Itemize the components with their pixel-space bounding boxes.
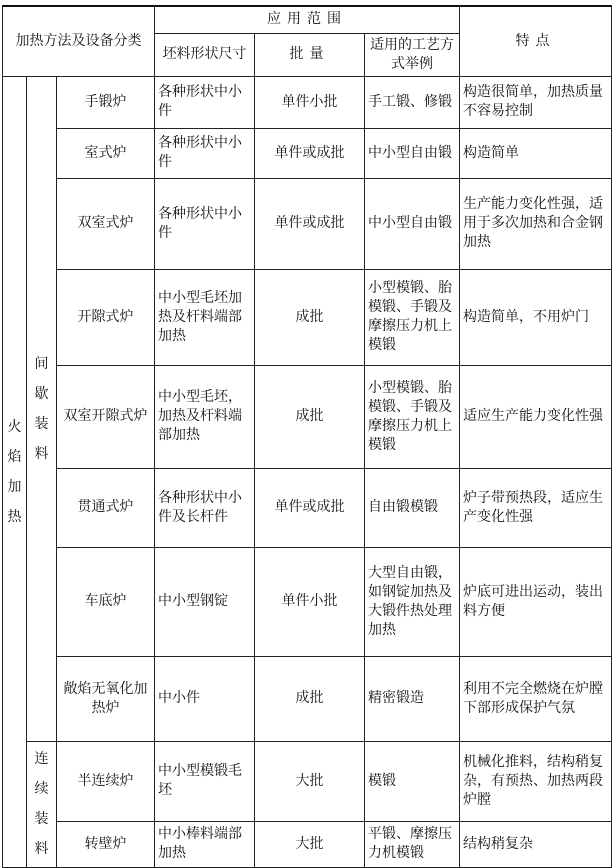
features-cell: 生产能力变化性强，适用于多次加热和合金钢加热 (460, 178, 612, 269)
furnace-name: 敞焰无氧化加热炉 (57, 656, 155, 741)
furnace-name: 手锻炉 (57, 76, 155, 128)
process-cell: 中小型自由锻 (365, 178, 460, 269)
batch-cell: 成批 (255, 269, 365, 365)
furnace-name: 贯通式炉 (57, 468, 155, 547)
features-cell: 机械化推料，结构稍复杂，有预热、加热两段炉膛 (460, 741, 612, 821)
blank-shape-cell: 各种形状中小件及长杆件 (155, 468, 255, 547)
batch-cell: 成批 (255, 365, 365, 468)
process-cell: 模锻 (365, 741, 460, 821)
heating-furnace-table (2, 5, 612, 868)
batch-cell: 单件小批 (255, 547, 365, 656)
batch-cell: 大批 (255, 821, 365, 867)
furnace-name: 转壁炉 (57, 821, 155, 867)
blank-shape-cell: 中小件 (155, 656, 255, 741)
batch-cell: 单件或成批 (255, 468, 365, 547)
blank-shape-cell: 各种形状中小件 (155, 76, 255, 128)
blank-shape-cell: 各种形状中小件 (155, 178, 255, 269)
header-batch: 批量 (255, 33, 365, 76)
features-cell: 利用不完全燃烧在炉膛下部形成保护气氛 (460, 656, 612, 741)
blank-shape-cell: 中小型模锻毛坯 (155, 741, 255, 821)
batch-cell: 单件或成批 (255, 178, 365, 269)
features-cell: 炉底可进出运动，装出料方便 (460, 547, 612, 656)
features-cell: 构造简单，不用炉门 (460, 269, 612, 365)
process-cell: 中小型自由锻 (365, 128, 460, 178)
group-flame-heating: 火 焰 加 热 (3, 76, 27, 867)
batch-cell: 大批 (255, 741, 365, 821)
group-continuous-loading: 连 续 装 料 (27, 741, 57, 867)
features-cell: 构造很简单，加热质量不容易控制 (460, 76, 612, 128)
features-cell: 结构稍复杂 (460, 821, 612, 867)
header-application-range: 应用范围 (155, 6, 460, 33)
furnace-name: 车底炉 (57, 547, 155, 656)
process-cell: 手工锻、修锻 (365, 76, 460, 128)
features-cell: 炉子带预热段，适应生产变化性强 (460, 468, 612, 547)
blank-shape-cell: 中小型钢锭 (155, 547, 255, 656)
blank-shape-cell: 各种形状中小件 (155, 128, 255, 178)
furnace-name: 双室式炉 (57, 178, 155, 269)
batch-cell: 单件或成批 (255, 128, 365, 178)
process-cell: 小型模锻、胎模锻、手锻及摩擦压力机上模锻 (365, 269, 460, 365)
process-cell: 精密锻造 (365, 656, 460, 741)
header-process-example: 适用的工艺方式举例 (365, 33, 460, 76)
group-intermittent-loading: 间 歇 装 料 (27, 76, 57, 741)
header-method-category: 加热方法及设备分类 (3, 6, 155, 76)
process-cell: 自由锻模锻 (365, 468, 460, 547)
process-cell: 平锻、摩擦压力机模锻 (365, 821, 460, 867)
header-features: 特点 (460, 6, 612, 76)
batch-cell: 单件小批 (255, 76, 365, 128)
features-cell: 适应生产能力变化性强 (460, 365, 612, 468)
blank-shape-cell: 中小型毛坯，加热及杆料端部加热 (155, 365, 255, 468)
header-blank-shape-size: 坯料形状尺寸 (155, 33, 255, 76)
furnace-name: 双室开隙式炉 (57, 365, 155, 468)
blank-shape-cell: 中小棒料端部加热 (155, 821, 255, 867)
furnace-name: 室式炉 (57, 128, 155, 178)
process-cell: 小型模锻、胎模锻、手锻及摩擦压力机上模锻 (365, 365, 460, 468)
blank-shape-cell: 中小型毛坯加热及杆料端部加热 (155, 269, 255, 365)
batch-cell: 成批 (255, 656, 365, 741)
features-cell: 构造简单 (460, 128, 612, 178)
process-cell: 大型自由锻，如钢锭加热及大锻件热处理加热 (365, 547, 460, 656)
furnace-name: 开隙式炉 (57, 269, 155, 365)
furnace-name: 半连续炉 (57, 741, 155, 821)
